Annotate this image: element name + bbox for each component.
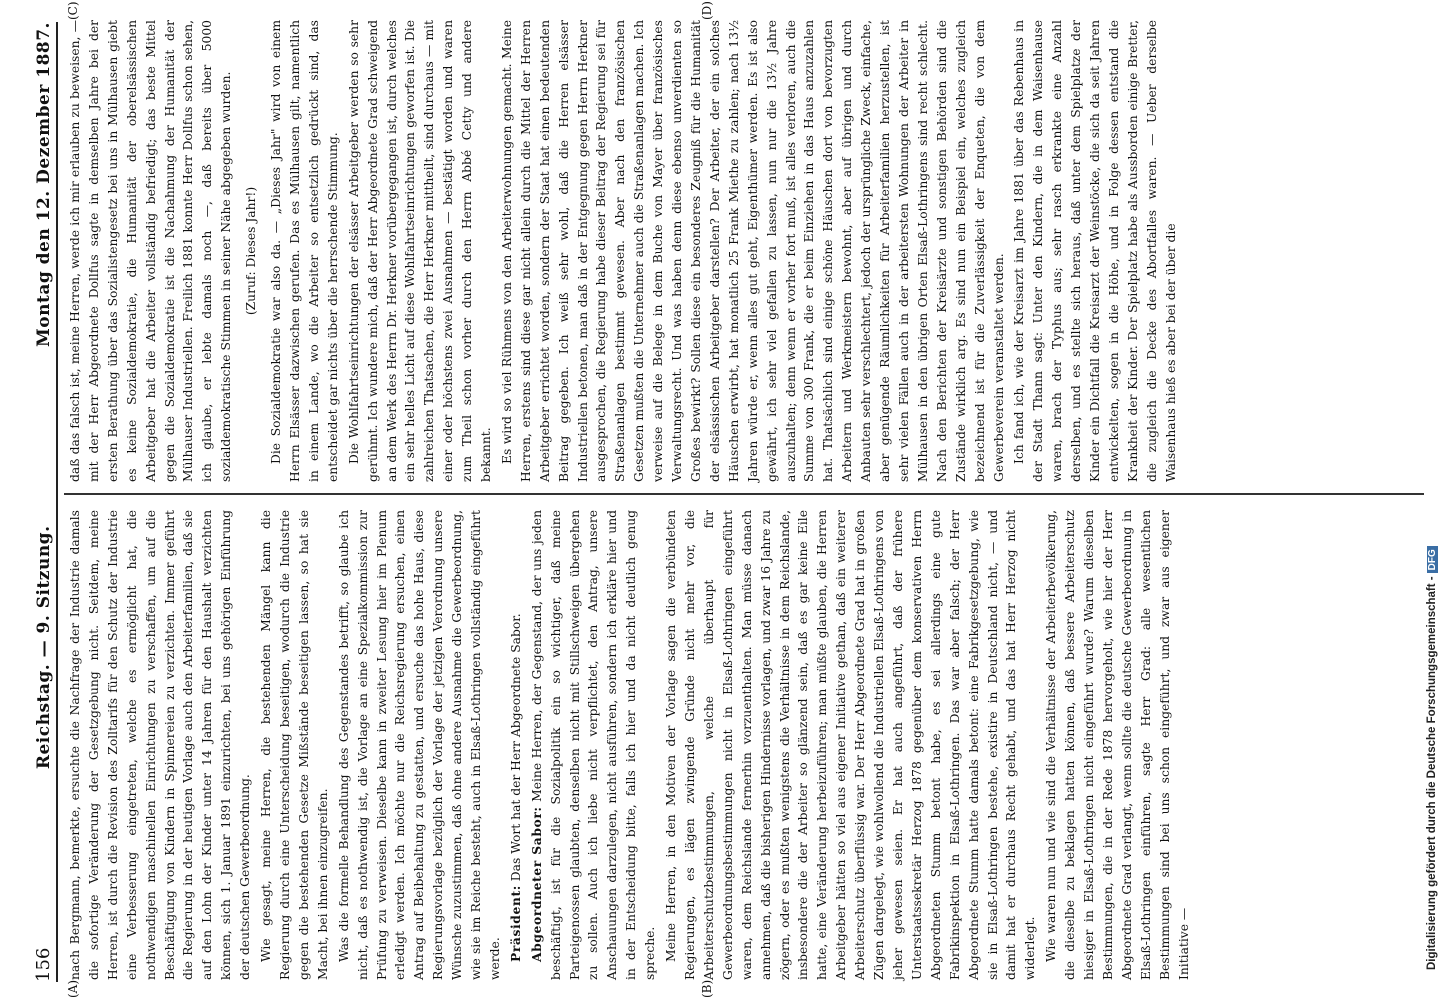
right-column <box>66 20 1178 482</box>
paragraph: Ich fand ich, wie der Kreisarzt im Jahre 1881 über das Rebenhaus in der Stadt Thann sagt: Unter den Kindern, die in dem Waisenhause waren, brach der Typhus aus; sehr rasch erkrankte eine Anzahl derselben, und es stellte sich heraus, daß unter dem Spielplatze der Kinder ein Dichtfall die Kreisarzt der Weinstöcke, die sich da seit Jahren entwickelten, sogen in die Höhe, und in Folge dessen entstand die Krankheit der Kinder. Der Spielplatz habe als Aussborden einige Bretter, die zugleich die Decke des Abortfalles waren. — Ueber derselbe Waisenhaus hieß es aber bei der über die <box>1012 20 1178 482</box>
speaker-paragraph <box>507 510 526 980</box>
left-column <box>66 510 1191 980</box>
page-number: 156 <box>33 947 54 982</box>
interjection: (Zuruf: Dieses Jahr!) <box>244 186 259 316</box>
digitization-footer <box>1408 30 1438 970</box>
margin-marker-c: (C) <box>66 1 80 20</box>
margin-marker-d: (D) <box>700 1 714 20</box>
header-rule <box>56 22 58 982</box>
paragraph: Wie gesagt, meine Herren, die bestehenden Mängel kann die Regierung durch eine Unterscheidung beseitigen, wodurch die Industrie gegen die bestehenden Gesetze Mißstände beseitigen lassen, so hat sie Macht, bei ihnen einzugreifen. <box>259 510 330 980</box>
paragraph: daß das falsch ist, meine Herren, werde ich mir erlauben zu beweisen, — mit der Herr Abgeordnete Dollfus sagte in demselben Jahre bei der ersten Berathung über das Sozialistengesetz bei uns in Mülhausen giebt es keine Sozialdemokratie, die Humanität der oberelsässischen Arbeitgeber hat die Arbeiter vollständig befriedigt; das beste Mittel gegen die Sozialdemokratie ist die Nachahmung der Humanität der Mülhauser Industriellen. Freilich 1881 konnte Herr Dollfus schon sehen, ich glaube, er lebte damals noch —, daß bereits über 5000 sozialdemokratische Stimmen in seiner Nähe abgegeben wurden. <box>68 20 234 482</box>
paragraph: Die Sozialdemokratie war also da. — „Dieses Jahr" wird von einem Herrn Elsässer dazwischen gerufen. Das es Mülhausen gilt, namentlich in einem Lande, wo die Arbeiter so entsetzlich gedrückt sind, das entscheidet gar nichts über die herrschende Stimmung. <box>269 20 340 482</box>
paragraph: nach Bergmann, bemerkte, ersuchte die Nachfrage der Industrie damals die sofortige Veränderung der Gesetzgebung nicht. Seitdem, meine Herren, ist durch die Revision des Zolltarifs für den Schutz der Industrie eine Verbesserung eingetreten, welche es ermöglicht hat, die nothwendigen maschinellen Einrichtungen zu verschaffen, um auf die Beschäftigung von Kindern in Spinnereien zu verzichten. Immer geführt die Regierung in der heutigen Vorlage auch den Arbeiterfamilien, daß sie auf den Lohn der Kinder unter 14 Jahren für den Haushalt verzichten können, sich 1. Januar 1891 einzurichten, bei uns gehörigen Einführung der deutschen Gewerbeordnung. <box>68 510 253 980</box>
margin-marker-a: (A) <box>66 979 80 998</box>
paragraph: Meine Herren, in den Motiven der Vorlage sagen die verbündeten Regierungen, es lägen zwingende Gründe nicht mehr vor, die Arbeiterschutzbestimmungen, welche überhaupt für Gewerbeordnungsbestimmungen nicht in Elsaß-Lothringen eingeführt waren, dem Reichslande fernerhin vorzuenthalten. Man müsse danach annehmen, daß die bisherigen Hindernisse vorlagen, und zwar 16 Jahre zu zögern, oder es mußten wenigstens die Verhältnisse in dem Reichslande, insbesondere die der Arbeiter so glänzend sein, daß es gar keine Eile hatte, eine Veränderung herbeizuführen; man müßte glauben, die Herren Arbeitgeber hätten so viel aus eigener Initiative gethan, daß ein weiterer Arbeiterschutz überflüssig war. Der Herr Abgeordnete Grad hat in großen Zügen dargelegt, wie wohlwollend die Industriellen Elsaß-Lothringens von jeher gewesen seien. Er hat auch angeführt, daß der frühere Unterstaatssekretär Herzog 1878 gegenüber dem konservativen Herrn Abgeordneten Stumm betont habe, es sei allerdings eine gute Fabrikinspektion in Elsaß-Lothringen. Das war aber falsch; der Herr Abgeordnete Stumm hatte damals betont: eine Fabrikgesetzgebung, wie sie in Elsaß-Lothringen bestehe, existire in Deutschland nicht, — und damit hat er durchaus Recht gehabt, und das hat Herr Herzog nicht widerlegt. <box>664 510 1038 980</box>
speaker-name: Abgeordneter Sabor: <box>528 806 544 962</box>
speaker-paragraph <box>528 510 660 980</box>
speaker-text: Das Wort hat der Herr Abgeordnete Sabor. <box>508 613 523 882</box>
paragraph: Was die formelle Behandlung des Gegenstandes betrifft, so glaube ich nicht, daß es nothwendig ist, die Vorlage an eine Spezialkommission zur Prüfung zu verweisen. Dieselbe kann in zweiter Lesung hier im Plenum erledigt werden. Ich möchte nur die Reichsregierung ersuchen, einen Antrag auf Beibehaltung zu gestatten, und ersuche das hohe Haus, diese Regierungsvorlage bezüglich der Vorlage der jetzigen Verordnung unsere Wünsche zuzustimmen, daß ohne andere Ausnahme die Gewerbeordnung, wie sie im Reiche besteht, auch in Elsaß-Lothringen vollständig eingeführt werde. <box>336 510 502 980</box>
paragraph: Die Wohlfahrtseinrichtungen der elsässer Arbeitgeber werden so sehr gerühmt. Ich wundere mich, daß der Herr Abgeordnete Grad schweigend an dem Werk des Herrn Dr. Herkner vorübergegangen ist, durch welches ein sehr helles Licht auf diese Wohlfahrtseinrichtungen geworfen ist. Die zahlreichen Thatsachen, die Herr Herkner mittheilt, sind durchaus — mit einer oder höchstens zwei Ausnahmen — bestätigt worden und waren zum Theil schon vorher durch den Herrn Abbé Cetty und andere bekannt. <box>346 20 494 482</box>
paragraph: Es wird so viel Rühmens von den Arbeiterwohnungen gemacht. Meine Herren, erstens sind diese gar nicht allein durch die Mittel der Herren Arbeitgeber errichtet worden, sondern der Staat hat einen bedeutenden Beitrag gegeben. Ich weiß sehr wohl, daß die Herren elsässer Industriellen betonen, man daß in der Entgegnung gegen Herrn Herkner ausgesprochen, die Regierung habe dieser Beitrag der Regierung sei für Straßenanlagen bestimmt gewesen. Aber nach den französischen Gesetzen mußten die Unternehmer auch die Straßenanlagen machen. Ich verweise auf die Belege in dem Buche von Mayer über französisches Verwaltungsrecht. Und was haben denn diese ebenso unverdienten so Großes bewirkt? Sollen diese ein besonderes Zeugniß für die Humanität der elsässischen Arbeitgeber darstellen? Der Arbeiter, der ein solches Häuschen erwirbt, hat monatlich 25 Frank Miethe zu zahlen; nach 13½ Jahren würde er, wenn alles gut geht, Eigenthümer werden. Es ist also gewährt, ich sehr viel gefallen zu lassen, nun nur die 13½ Jahre auszuhalten; denn wenn er vorher fort muß, ist alles verloren, auch die Summe von 300 Frank, die er beim Einziehen in das Haus anzuzahlen hat. Thatsächlich sind einige schöne Häuschen dort von bevorzugten Arbeitern und Werkmeistern bewohnt, aber auf übrigen und durch Anbauten sehr verschlechtert, jedoch der ursprüngliche Zweck, einfache, aber genügende Räumlichkeiten für Arbeiterfamilien herzustellen, ist sehr vielen Fällen auch in der arbeitersten Wohnungen der Arbeiter in Mülhausen in den übrigen Orten Elsaß-Lothringens sind recht schlecht. Nach den Berichten der Kreisärzte und sonstigen Behörden sind die Zustände wirklich arg. Es sind nun ein Beispiel ein, welches zugleich bezeichnend ist für die Zuverlässigkeit der Enqueten, die von dem Gewerbeverein veranstaltet werden. <box>499 20 1006 482</box>
paragraph: Wie waren nun und wie sind die Verhältnisse der Arbeiterbevölkerung, die dieselbe zu beklagen hatten können, daß bessere Arbeiterschutz hiesiger in Elsaß-Lothringen nicht eingeführt wurde? Warum dieselben Bestimmungen, die in der Rede 1878 hervorgeholt, wie hier der Herr Abgeordnete Grad verlangt, wenn sollte die deutsche Gewerbeordnung in Elsaß-Lothringen einführen, sagte Herr Grad: alle wesentlichen Bestimmungen sind bei uns schon eingeführt, und zwar aus eigener Initiative — <box>1044 510 1191 980</box>
running-header <box>14 22 54 982</box>
speaker-name: Präsident: <box>507 885 523 962</box>
column-divider <box>64 494 1424 496</box>
dfg-logo: DFG <box>1427 546 1438 573</box>
speaker-text: Meine Herren, der Gegenstand, der uns jeden beschäftigt, ist für die Sozialpolitik ein so wichtiger, daß meine Parteigenossen glaubten, denselben nicht mit Stillschweigen übergehen zu sollen. Auch ich liebe nicht verpflichtet, den Antrag, unsere Anschauungen darzulegen, nicht ausführen, sondern ich erkläre hier und in der Entscheidung bitte, falls ich hier und da nicht deutlich genug spreche. <box>529 510 658 980</box>
margin-marker-b: (B) <box>700 979 714 998</box>
footer-text: Digitalisierung gefördert durch die Deutsche Forschungsgemeinschaft - <box>1426 576 1438 970</box>
header-session: Reichstag. — 9. Sitzung. <box>34 525 54 770</box>
header-date: Montag den 12. Dezember 1887. <box>34 22 54 348</box>
